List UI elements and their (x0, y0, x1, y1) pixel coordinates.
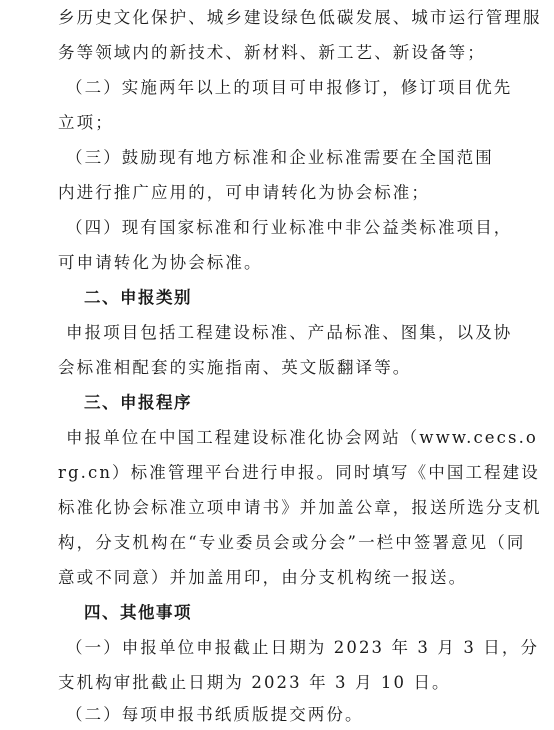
section-heading: 三、申报程序 (84, 393, 192, 412)
paragraph-line: 申报项目包括工程建设标准、产品标准、图集，以及协 (66, 323, 513, 342)
paragraph-line: 可申请转化为协会标准。 (58, 253, 263, 272)
paragraph-line: 会标准相配套的实施指南、英文版翻译等。 (58, 358, 412, 377)
paragraph-line: 务等领域内的新技术、新材料、新工艺、新设备等； (58, 43, 486, 62)
paragraph-line: 意或不同意）并加盖用印，由分支机构统一报送。 (58, 568, 468, 587)
section-heading: 四、其他事项 (84, 603, 192, 622)
paragraph-line: 支机构审批截止日期为 2023 年 3 月 10 日。 (58, 673, 451, 692)
paragraph-line: 内进行推广应用的，可申请转化为协会标准； (58, 183, 430, 202)
section-heading: 二、申报类别 (84, 288, 192, 307)
paragraph-line: rg.cn）标准管理平台进行申报。同时填写《中国工程建设 (58, 463, 540, 482)
paragraph-line: （一）申报单位申报截止日期为 2023 年 3 月 3 日，分 (66, 638, 540, 657)
paragraph-line: 立项； (58, 113, 114, 132)
paragraph-line: 乡历史文化保护、城乡建设绿色低碳发展、城市运行管理服 (58, 8, 542, 27)
paragraph-line: （二）实施两年以上的项目可申报修订，修订项目优先 (66, 78, 513, 97)
paragraph-line: 申报单位在中国工程建设标准化协会网站（www.cecs.o (66, 428, 538, 447)
paragraph-line: （二）每项申报书纸质版提交两份。 (66, 705, 364, 724)
paragraph-line: 构，分支机构在“专业委员会或分会”一栏中签署意见（同 (58, 533, 526, 552)
paragraph-line: （四）现有国家标准和行业标准中非公益类标准项目， (66, 218, 513, 237)
paragraph-line: 标准化协会标准立项申请书》并加盖公章，报送所选分支机 (58, 498, 542, 517)
paragraph-line: （三）鼓励现有地方标准和企业标准需要在全国范围 (66, 148, 494, 167)
